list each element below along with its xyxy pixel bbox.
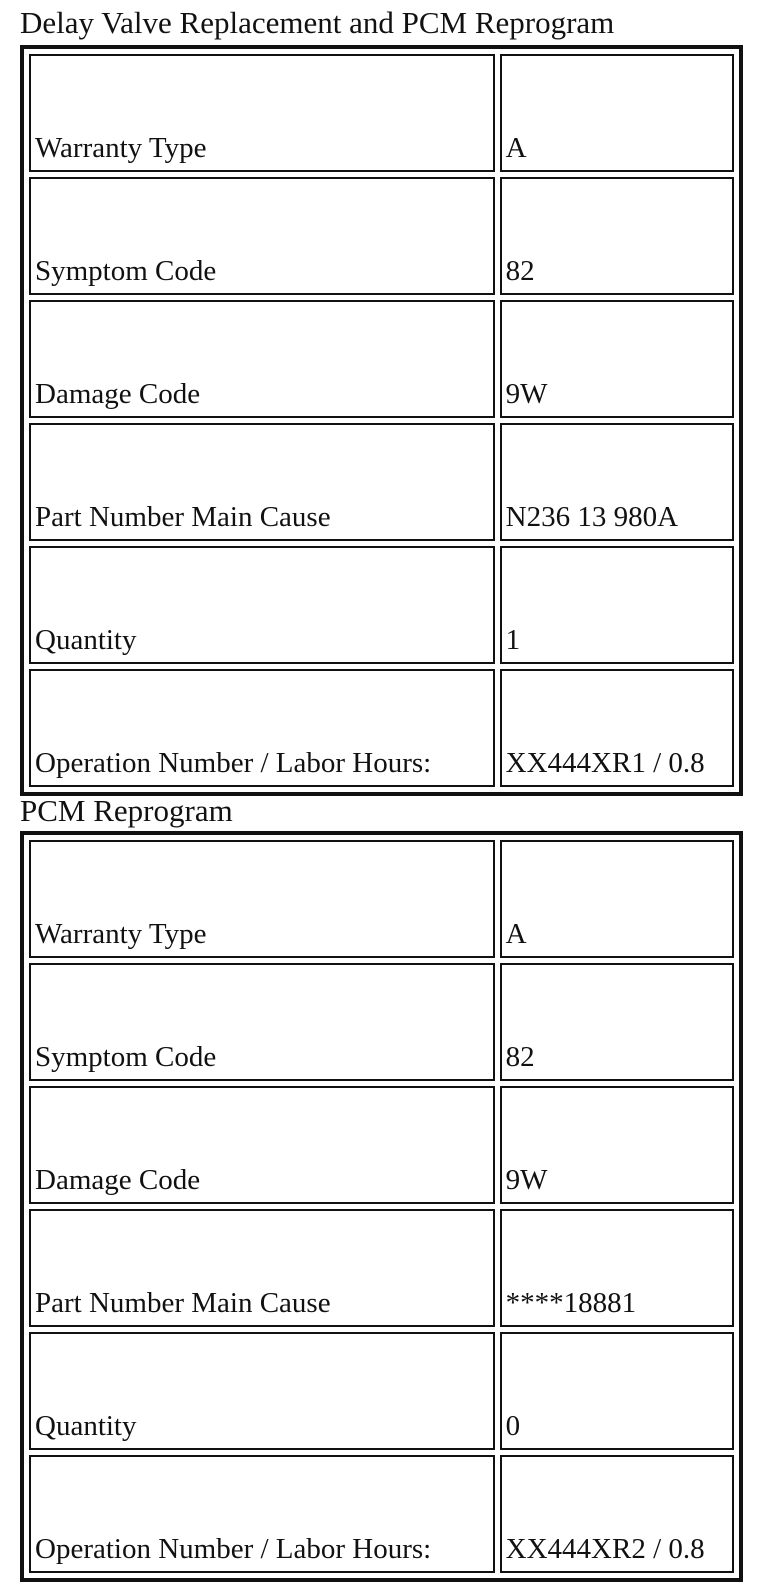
part-number-label: Part Number Main Cause bbox=[29, 423, 495, 541]
table-row bbox=[29, 300, 734, 418]
part-number-value: N236 13 980A bbox=[500, 423, 734, 541]
quantity-value: 0 bbox=[500, 1332, 734, 1450]
table-row bbox=[29, 1332, 734, 1450]
table-row bbox=[29, 546, 734, 664]
symptom-code-value: 82 bbox=[500, 963, 734, 1081]
quantity-label: Quantity bbox=[29, 1332, 495, 1450]
table-row bbox=[29, 423, 734, 541]
table-row bbox=[29, 177, 734, 295]
damage-code-label: Damage Code bbox=[29, 1086, 495, 1204]
section-title-pcm-reprogram: PCM Reprogram bbox=[20, 793, 233, 828]
operation-number-value: XX444XR2 / 0.8 bbox=[500, 1455, 734, 1573]
quantity-value: 1 bbox=[500, 546, 734, 664]
damage-code-value: 9W bbox=[500, 1086, 734, 1204]
section-title-delay-valve: Delay Valve Replacement and PCM Reprogram bbox=[20, 5, 615, 40]
symptom-code-value: 82 bbox=[500, 177, 734, 295]
table-row bbox=[29, 1086, 734, 1204]
table-row bbox=[29, 54, 734, 172]
table-row bbox=[29, 1209, 734, 1327]
warranty-type-label: Warranty Type bbox=[29, 840, 495, 958]
symptom-code-label: Symptom Code bbox=[29, 963, 495, 1081]
operation-number-label: Operation Number / Labor Hours: bbox=[29, 669, 495, 787]
table-row bbox=[29, 840, 734, 958]
warranty-table-delay-valve bbox=[20, 45, 743, 796]
table-row bbox=[29, 669, 734, 787]
damage-code-label: Damage Code bbox=[29, 300, 495, 418]
symptom-code-label: Symptom Code bbox=[29, 177, 495, 295]
operation-number-label: Operation Number / Labor Hours: bbox=[29, 1455, 495, 1573]
warranty-type-value: A bbox=[500, 54, 734, 172]
part-number-value: ****18881 bbox=[500, 1209, 734, 1327]
table-row bbox=[29, 1455, 734, 1573]
quantity-label: Quantity bbox=[29, 546, 495, 664]
table-row bbox=[29, 963, 734, 1081]
warranty-type-value: A bbox=[500, 840, 734, 958]
damage-code-value: 9W bbox=[500, 300, 734, 418]
part-number-label: Part Number Main Cause bbox=[29, 1209, 495, 1327]
warranty-type-label: Warranty Type bbox=[29, 54, 495, 172]
warranty-table-pcm-reprogram bbox=[20, 831, 743, 1582]
operation-number-value: XX444XR1 / 0.8 bbox=[500, 669, 734, 787]
